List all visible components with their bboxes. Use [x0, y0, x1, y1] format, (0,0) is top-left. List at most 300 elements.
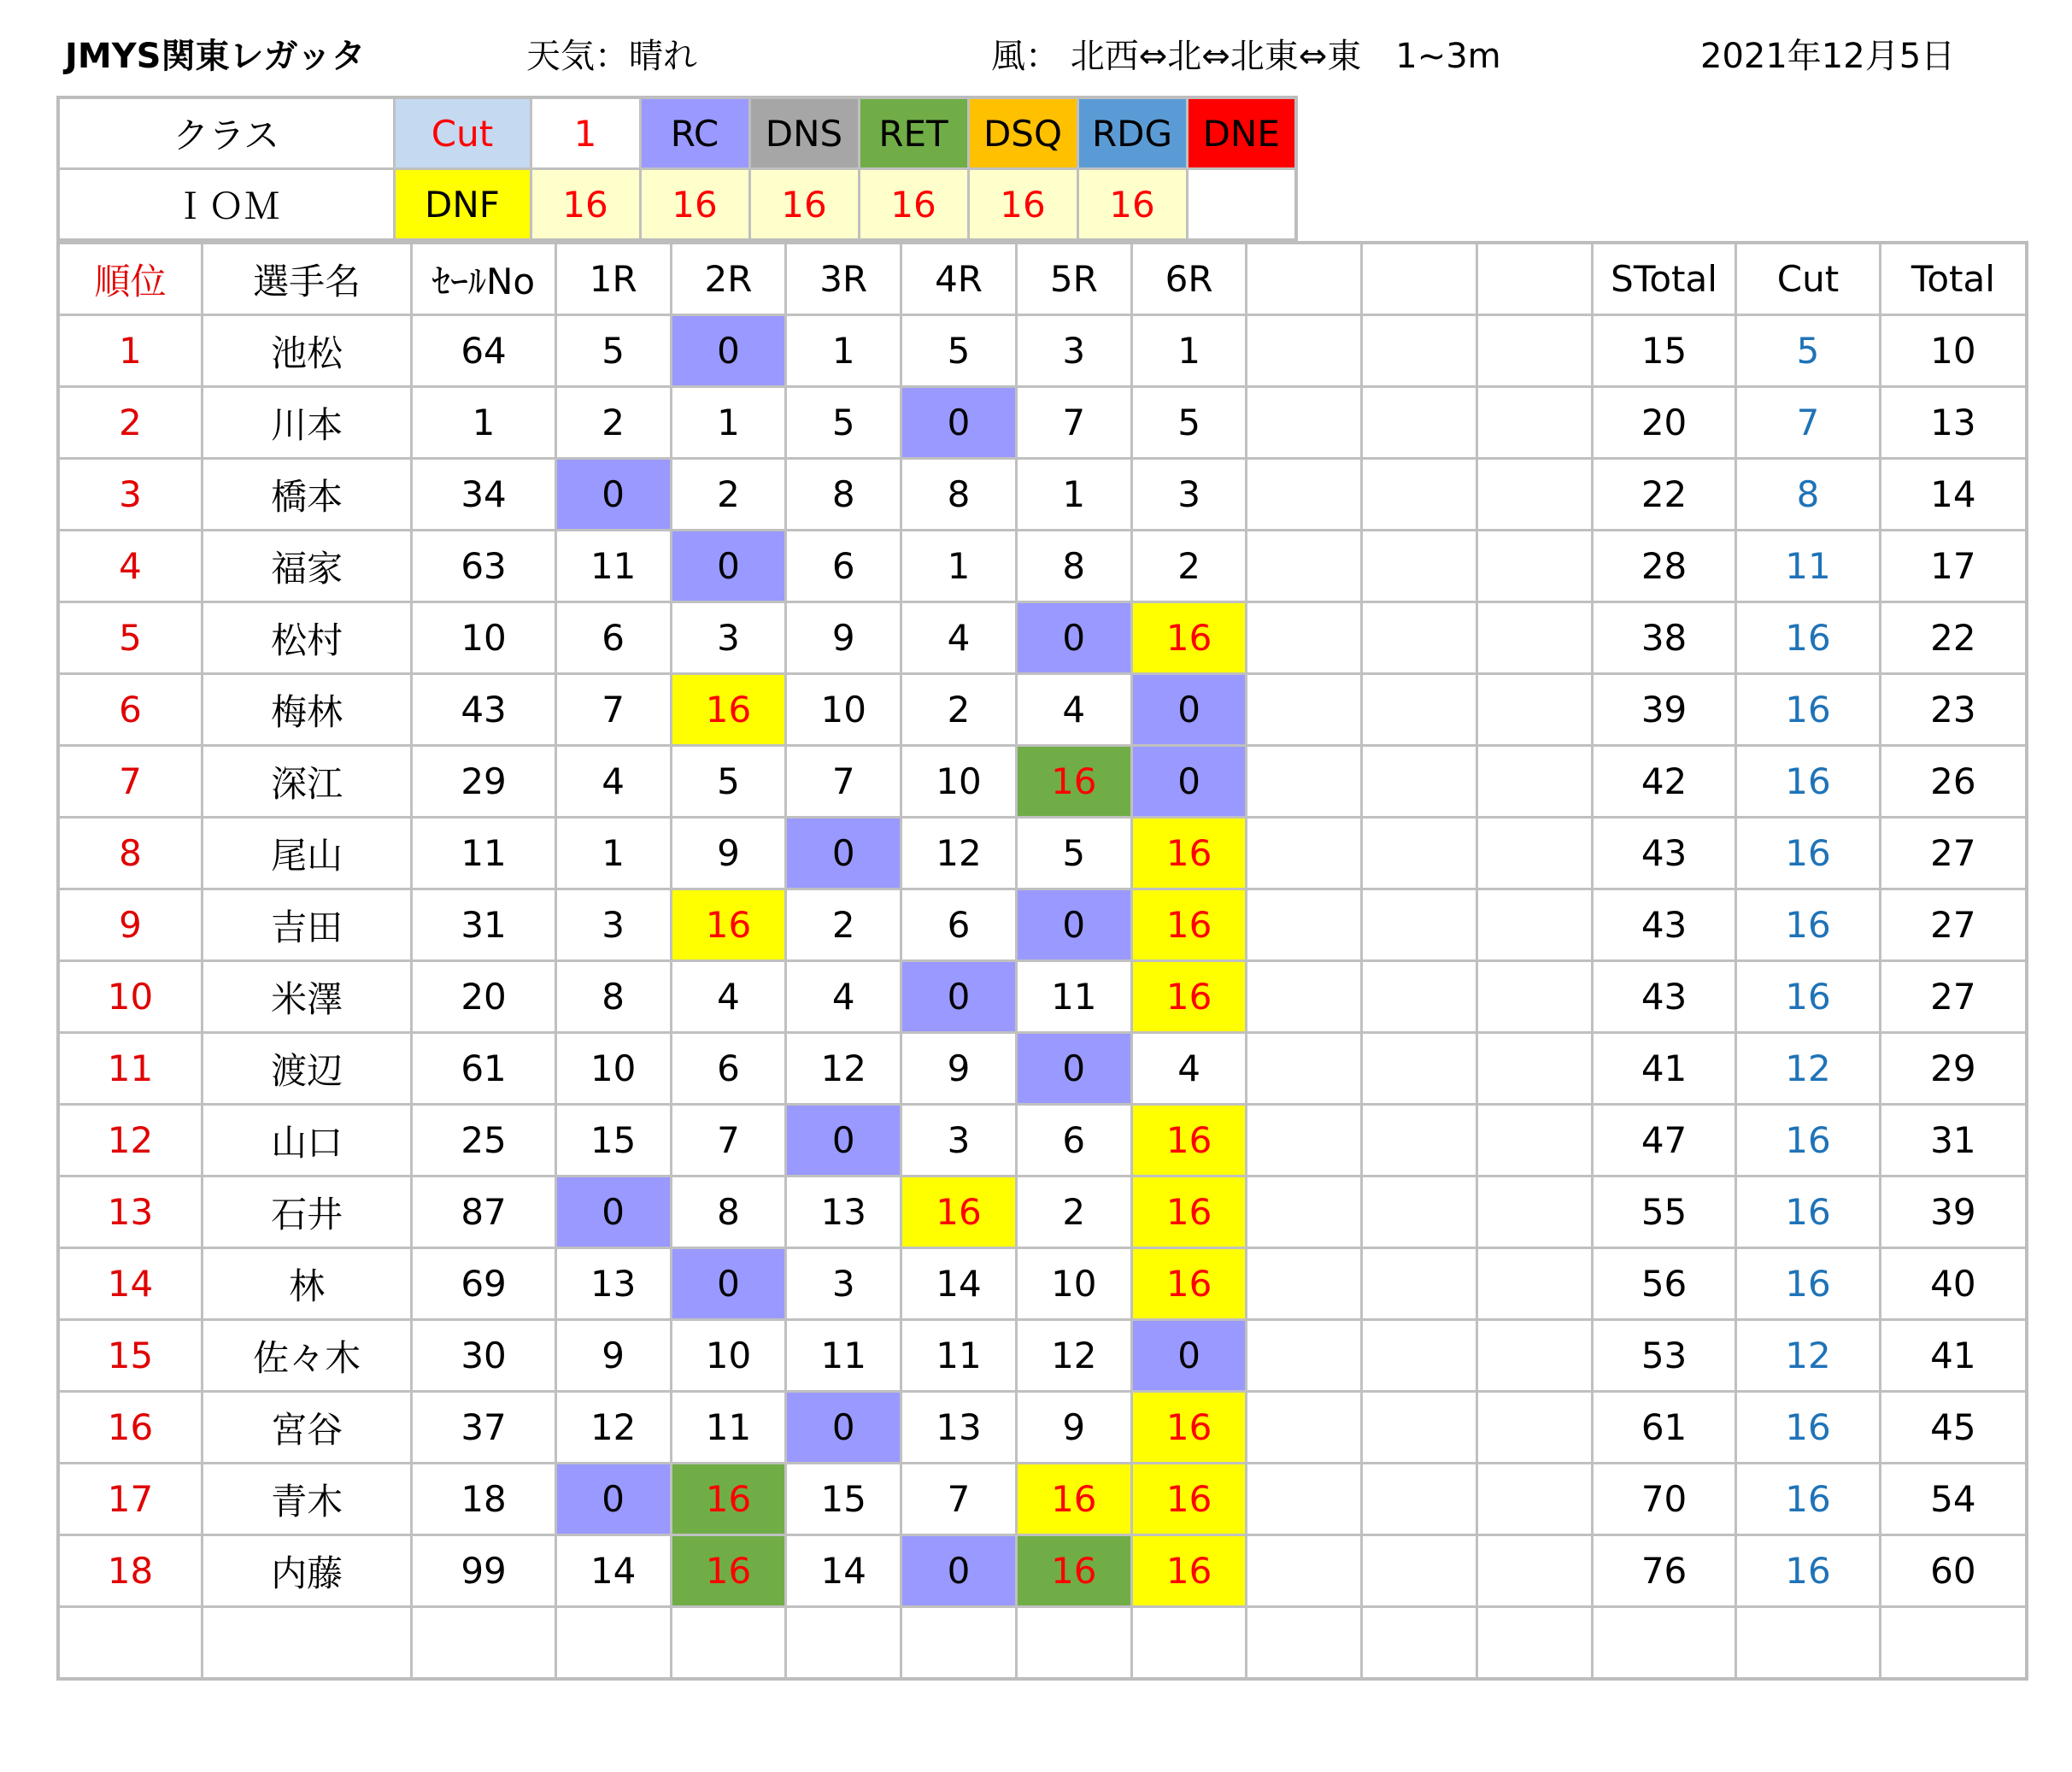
race-score-cell: 15 [555, 1105, 671, 1176]
race-score-cell: 8 [1016, 531, 1131, 602]
empty-cell [1362, 459, 1477, 531]
cut-cell: 16 [1736, 1105, 1880, 1176]
race-score-cell: 16 [1131, 1176, 1247, 1248]
col-empty-header [1247, 243, 1362, 315]
col-4r-header: 4R [901, 243, 1017, 315]
race-score-cell: 5 [786, 387, 901, 459]
stotal-cell: 70 [1592, 1464, 1735, 1535]
race-score-cell: 12 [555, 1392, 671, 1464]
race-score-cell: 5 [1016, 818, 1131, 889]
sailor-name-cell: 内藤 [202, 1535, 411, 1607]
race-score-cell: 16 [1131, 1105, 1247, 1176]
race-score-cell: 1 [1131, 315, 1247, 387]
empty-cell [1247, 1176, 1362, 1248]
race-score-cell: 4 [671, 961, 786, 1033]
stotal-cell: 61 [1592, 1392, 1735, 1464]
rank-cell: 10 [58, 961, 202, 1033]
race-score-cell: 16 [671, 674, 786, 746]
regatta-title: JMYS関東レガッタ [65, 37, 366, 76]
legend-code-dne: DNE [1187, 97, 1296, 169]
rank-cell: 11 [58, 1033, 202, 1105]
empty-cell [1247, 315, 1362, 387]
table-row [58, 1176, 2027, 1248]
header-row [58, 243, 2027, 315]
race-score-cell: 7 [671, 1105, 786, 1176]
sail-number-cell: 34 [412, 459, 555, 531]
race-score-cell: 6 [671, 1033, 786, 1105]
empty-cell [1247, 1105, 1362, 1176]
table-row [58, 459, 2027, 531]
stotal-cell: 53 [1592, 1320, 1735, 1392]
empty-cell [1477, 1248, 1593, 1320]
race-score-cell: 0 [555, 459, 671, 531]
race-score-cell: 6 [901, 889, 1017, 961]
stotal-cell: 15 [1592, 315, 1735, 387]
race-score-cell: 9 [901, 1033, 1017, 1105]
sail-number-cell: 31 [412, 889, 555, 961]
race-score-cell: 10 [901, 746, 1017, 818]
cut-cell: 5 [1736, 315, 1880, 387]
total-cell: 27 [1880, 818, 2027, 889]
empty-cell [412, 1607, 555, 1680]
stotal-cell: 20 [1592, 387, 1735, 459]
race-score-cell: 9 [555, 1320, 671, 1392]
empty-cell [1247, 1464, 1362, 1535]
total-cell: 27 [1880, 889, 2027, 961]
rank-cell: 18 [58, 1535, 202, 1607]
cut-cell: 16 [1736, 818, 1880, 889]
sail-number-cell: 25 [412, 1105, 555, 1176]
empty-cell [1477, 387, 1593, 459]
race-score-cell: 10 [671, 1320, 786, 1392]
race-score-cell: 16 [671, 1464, 786, 1535]
rank-cell: 16 [58, 1392, 202, 1464]
total-cell: 39 [1880, 1176, 2027, 1248]
empty-cell [1362, 1320, 1477, 1392]
rank-cell: 15 [58, 1320, 202, 1392]
race-score-cell: 12 [786, 1033, 901, 1105]
col-stotal-header: STotal [1592, 243, 1735, 315]
race-score-cell: 8 [555, 961, 671, 1033]
cut-cell: 16 [1736, 889, 1880, 961]
sailor-name-cell: 青木 [202, 1464, 411, 1535]
race-score-cell: 0 [1131, 1320, 1247, 1392]
cut-cell: 16 [1736, 674, 1880, 746]
empty-cell [1477, 746, 1593, 818]
table-row [58, 1248, 2027, 1320]
results-table [56, 241, 2028, 1681]
stotal-cell: 55 [1592, 1176, 1735, 1248]
cut-cell: 7 [1736, 387, 1880, 459]
race-score-cell: 0 [671, 1248, 786, 1320]
sailor-name-cell: 梅林 [202, 674, 411, 746]
table-row [58, 1320, 2027, 1392]
legend-penalty: 16 [749, 169, 859, 241]
legend-penalty: 16 [859, 169, 968, 241]
col-empty-header [1362, 243, 1477, 315]
sail-number-cell: 87 [412, 1176, 555, 1248]
empty-cell [1477, 531, 1593, 602]
legend-code-1: 1 [531, 97, 640, 169]
race-score-cell: 3 [555, 889, 671, 961]
race-score-cell: 0 [1016, 1033, 1131, 1105]
legend-penalty: 16 [968, 169, 1077, 241]
empty-cell [1477, 1464, 1593, 1535]
race-score-cell: 3 [671, 602, 786, 674]
race-score-cell: 5 [901, 315, 1017, 387]
empty-cell [1247, 961, 1362, 1033]
legend-penalty: 16 [1077, 169, 1187, 241]
empty-cell [1247, 459, 1362, 531]
sailor-name-cell: 山口 [202, 1105, 411, 1176]
empty-cell [1247, 1607, 1362, 1680]
sail-number-cell: 61 [412, 1033, 555, 1105]
race-score-cell: 2 [786, 889, 901, 961]
sail-number-cell: 11 [412, 818, 555, 889]
sail-number-cell: 69 [412, 1248, 555, 1320]
table-row [58, 746, 2027, 818]
sail-number-cell: 18 [412, 1464, 555, 1535]
race-score-cell: 2 [1016, 1176, 1131, 1248]
race-score-cell: 1 [671, 387, 786, 459]
race-score-cell: 16 [1131, 889, 1247, 961]
col-1r-header: 1R [555, 243, 671, 315]
legend-empty [1187, 169, 1296, 241]
race-score-cell: 16 [1131, 1248, 1247, 1320]
race-score-cell: 9 [1016, 1392, 1131, 1464]
stotal-cell: 43 [1592, 961, 1735, 1033]
empty-cell [202, 1607, 411, 1680]
empty-cell [1362, 746, 1477, 818]
rank-cell: 14 [58, 1248, 202, 1320]
race-score-cell: 10 [786, 674, 901, 746]
sailor-name-cell: 林 [202, 1248, 411, 1320]
race-score-cell: 13 [901, 1392, 1017, 1464]
empty-cell [786, 1607, 901, 1680]
race-score-cell: 12 [901, 818, 1017, 889]
sailor-name-cell: 吉田 [202, 889, 411, 961]
rank-cell: 5 [58, 602, 202, 674]
race-score-cell: 0 [1131, 746, 1247, 818]
total-cell: 54 [1880, 1464, 2027, 1535]
race-score-cell: 16 [1131, 961, 1247, 1033]
empty-cell [1592, 1607, 1735, 1680]
sail-number-cell: 37 [412, 1392, 555, 1464]
cut-cell: 12 [1736, 1033, 1880, 1105]
race-score-cell: 0 [786, 1392, 901, 1464]
cut-cell: 16 [1736, 1176, 1880, 1248]
stotal-cell: 56 [1592, 1248, 1735, 1320]
race-score-cell: 0 [901, 387, 1017, 459]
race-score-cell: 5 [1131, 387, 1247, 459]
race-score-cell: 0 [1016, 602, 1131, 674]
race-score-cell: 13 [555, 1248, 671, 1320]
col-5r-header: 5R [1016, 243, 1131, 315]
race-score-cell: 7 [1016, 387, 1131, 459]
race-score-cell: 1 [555, 818, 671, 889]
empty-cell [1362, 674, 1477, 746]
total-cell: 31 [1880, 1105, 2027, 1176]
race-score-cell: 16 [901, 1176, 1017, 1248]
empty-cell [1362, 1033, 1477, 1105]
empty-cell [555, 1607, 671, 1680]
empty-cell [1362, 531, 1477, 602]
cut-cell: 8 [1736, 459, 1880, 531]
cut-cell: 16 [1736, 1535, 1880, 1607]
race-score-cell: 0 [1016, 889, 1131, 961]
race-score-cell: 8 [671, 1176, 786, 1248]
empty-cell [1477, 1535, 1593, 1607]
race-score-cell: 9 [671, 818, 786, 889]
race-score-cell: 8 [901, 459, 1017, 531]
rank-cell: 7 [58, 746, 202, 818]
rank-cell: 13 [58, 1176, 202, 1248]
race-score-cell: 0 [1131, 674, 1247, 746]
stotal-cell: 76 [1592, 1535, 1735, 1607]
empty-cell [1247, 1033, 1362, 1105]
rank-cell: 12 [58, 1105, 202, 1176]
empty-cell [1477, 1392, 1593, 1464]
col-name-header: 選手名 [202, 243, 411, 315]
empty-cell [1247, 531, 1362, 602]
total-cell: 41 [1880, 1320, 2027, 1392]
empty-cell [901, 1607, 1017, 1680]
race-score-cell: 0 [671, 315, 786, 387]
empty-cell [1736, 1607, 1880, 1680]
race-score-cell: 12 [1016, 1320, 1131, 1392]
race-score-cell: 14 [786, 1535, 901, 1607]
race-score-cell: 2 [555, 387, 671, 459]
race-score-cell: 16 [1131, 1464, 1247, 1535]
cut-cell: 11 [1736, 531, 1880, 602]
race-score-cell: 4 [786, 961, 901, 1033]
stotal-cell: 28 [1592, 531, 1735, 602]
stotal-cell: 22 [1592, 459, 1735, 531]
race-score-cell: 6 [1016, 1105, 1131, 1176]
wind-label: 風： 北西⇔北⇔北東⇔東 1~3m [991, 37, 1501, 76]
cut-cell: 16 [1736, 746, 1880, 818]
empty-cell [1477, 1033, 1593, 1105]
total-cell: 45 [1880, 1392, 2027, 1464]
empty-cell [1131, 1607, 1247, 1680]
race-score-cell: 2 [901, 674, 1017, 746]
race-score-cell: 15 [786, 1464, 901, 1535]
total-cell: 10 [1880, 315, 2027, 387]
race-score-cell: 16 [671, 889, 786, 961]
empty-cell [1362, 1607, 1477, 1680]
col-6r-header: 6R [1131, 243, 1247, 315]
col-sail-header: ｾｰﾙNo [412, 243, 555, 315]
race-score-cell: 1 [1016, 459, 1131, 531]
rank-cell: 9 [58, 889, 202, 961]
empty-cell [1362, 1464, 1477, 1535]
total-cell: 13 [1880, 387, 2027, 459]
cut-cell: 16 [1736, 961, 1880, 1033]
race-score-cell: 7 [901, 1464, 1017, 1535]
race-score-cell: 16 [1016, 746, 1131, 818]
race-score-cell: 0 [555, 1176, 671, 1248]
table-row [58, 1464, 2027, 1535]
empty-cell [1362, 1248, 1477, 1320]
empty-cell [1477, 1320, 1593, 1392]
empty-cell [1362, 387, 1477, 459]
empty-cell [1477, 602, 1593, 674]
race-score-cell: 0 [786, 818, 901, 889]
rank-cell: 17 [58, 1464, 202, 1535]
empty-cell [1016, 1607, 1131, 1680]
race-score-cell: 16 [1131, 1392, 1247, 1464]
empty-cell [1477, 674, 1593, 746]
sailor-name-cell: 橋本 [202, 459, 411, 531]
empty-cell [1247, 674, 1362, 746]
race-score-cell: 0 [671, 531, 786, 602]
table-row [58, 602, 2027, 674]
race-score-cell: 4 [1131, 1033, 1247, 1105]
legend-table [56, 96, 1298, 242]
empty-cell [1247, 1248, 1362, 1320]
total-cell: 23 [1880, 674, 2027, 746]
sailor-name-cell: 渡辺 [202, 1033, 411, 1105]
empty-cell [1477, 889, 1593, 961]
race-score-cell: 3 [901, 1105, 1017, 1176]
race-score-cell: 8 [786, 459, 901, 531]
cut-cell: 12 [1736, 1320, 1880, 1392]
empty-cell [1247, 746, 1362, 818]
race-score-cell: 0 [786, 1105, 901, 1176]
empty-cell [1362, 1105, 1477, 1176]
rank-cell: 3 [58, 459, 202, 531]
col-3r-header: 3R [786, 243, 901, 315]
cut-cell: 16 [1736, 602, 1880, 674]
stotal-cell: 42 [1592, 746, 1735, 818]
empty-cell [1477, 459, 1593, 531]
legend-code-dns: DNS [749, 97, 859, 169]
sail-number-cell: 30 [412, 1320, 555, 1392]
sailor-name-cell: 宮谷 [202, 1392, 411, 1464]
empty-cell [1477, 315, 1593, 387]
stotal-cell: 47 [1592, 1105, 1735, 1176]
race-score-cell: 16 [1131, 1535, 1247, 1607]
col-empty-header [1477, 243, 1593, 315]
race-score-cell: 16 [1131, 818, 1247, 889]
rank-cell: 6 [58, 674, 202, 746]
rank-cell: 8 [58, 818, 202, 889]
cut-cell: 16 [1736, 1464, 1880, 1535]
empty-cell [1477, 1176, 1593, 1248]
class-label: クラス [58, 97, 394, 169]
table-row [58, 818, 2027, 889]
legend-code-ret: RET [859, 97, 968, 169]
empty-row [58, 1607, 2027, 1680]
legend-code-cut: Cut [394, 97, 531, 169]
legend-penalty: 16 [640, 169, 749, 241]
sailor-name-cell: 福家 [202, 531, 411, 602]
empty-cell [1247, 889, 1362, 961]
total-cell: 17 [1880, 531, 2027, 602]
legend-code-dnf: DNF [394, 169, 531, 241]
sail-number-cell: 10 [412, 602, 555, 674]
sail-number-cell: 1 [412, 387, 555, 459]
empty-cell [1362, 1176, 1477, 1248]
empty-cell [1247, 1320, 1362, 1392]
cut-cell: 16 [1736, 1392, 1880, 1464]
race-score-cell: 6 [786, 531, 901, 602]
sail-number-cell: 20 [412, 961, 555, 1033]
race-score-cell: 3 [786, 1248, 901, 1320]
col-rank-header: 順位 [58, 243, 202, 315]
legend-penalty: 16 [531, 169, 640, 241]
empty-cell [1880, 1607, 2027, 1680]
stotal-cell: 38 [1592, 602, 1735, 674]
rank-cell: 1 [58, 315, 202, 387]
weather-label: 天気：晴れ [526, 37, 697, 76]
race-score-cell: 5 [555, 315, 671, 387]
sail-number-cell: 64 [412, 315, 555, 387]
race-score-cell: 2 [671, 459, 786, 531]
sailor-name-cell: 川本 [202, 387, 411, 459]
race-score-cell: 11 [786, 1320, 901, 1392]
race-score-cell: 13 [786, 1176, 901, 1248]
race-score-cell: 10 [1016, 1248, 1131, 1320]
legend-code-rc: RC [640, 97, 749, 169]
empty-cell [1247, 818, 1362, 889]
legend-code-dsq: DSQ [968, 97, 1077, 169]
sailor-name-cell: 池松 [202, 315, 411, 387]
sailor-name-cell: 石井 [202, 1176, 411, 1248]
sailor-name-cell: 松村 [202, 602, 411, 674]
sailor-name-cell: 米澤 [202, 961, 411, 1033]
empty-cell [1362, 961, 1477, 1033]
table-row [58, 961, 2027, 1033]
race-score-cell: 10 [555, 1033, 671, 1105]
race-score-cell: 0 [555, 1464, 671, 1535]
stotal-cell: 39 [1592, 674, 1735, 746]
race-score-cell: 0 [901, 961, 1017, 1033]
table-row [58, 1392, 2027, 1464]
empty-cell [1247, 1392, 1362, 1464]
cut-cell: 16 [1736, 1248, 1880, 1320]
empty-cell [1247, 1535, 1362, 1607]
stotal-cell: 41 [1592, 1033, 1735, 1105]
total-cell: 60 [1880, 1535, 2027, 1607]
empty-cell [1247, 387, 1362, 459]
race-score-cell: 0 [901, 1535, 1017, 1607]
table-row [58, 531, 2027, 602]
empty-cell [1477, 1607, 1593, 1680]
race-score-cell: 16 [1131, 602, 1247, 674]
total-cell: 27 [1880, 961, 2027, 1033]
rank-cell: 2 [58, 387, 202, 459]
race-score-cell: 6 [555, 602, 671, 674]
empty-cell [671, 1607, 786, 1680]
empty-cell [1362, 602, 1477, 674]
table-row [58, 1535, 2027, 1607]
race-score-cell: 11 [671, 1392, 786, 1464]
table-row [58, 387, 2027, 459]
total-cell: 29 [1880, 1033, 2027, 1105]
total-cell: 22 [1880, 602, 2027, 674]
sail-number-cell: 29 [412, 746, 555, 818]
race-score-cell: 4 [555, 746, 671, 818]
race-score-cell: 11 [1016, 961, 1131, 1033]
empty-cell [1362, 889, 1477, 961]
empty-cell [58, 1607, 202, 1680]
table-row [58, 889, 2027, 961]
race-score-cell: 16 [671, 1535, 786, 1607]
sailor-name-cell: 尾山 [202, 818, 411, 889]
date-label: 2021年12月5日 [1700, 37, 1956, 76]
table-row [58, 674, 2027, 746]
